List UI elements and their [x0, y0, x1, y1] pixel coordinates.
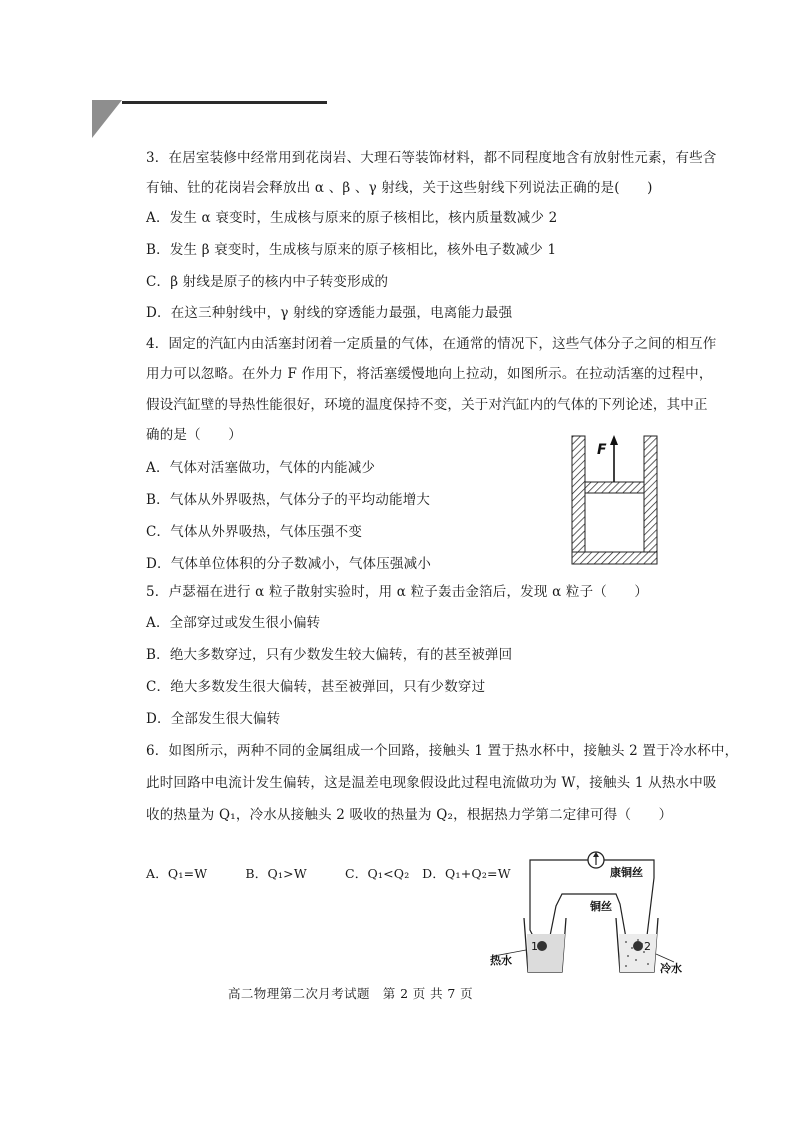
- hot-water-label: 热水: [490, 954, 512, 967]
- q3-stem-line1: 3．在居室装修中经常用到花岗岩、大理石等装饰材料，都不同程度地含有放射性元素，有些含: [146, 150, 717, 166]
- q4-option-c: C．气体从外界吸热，气体压强不变: [146, 524, 363, 540]
- cylinder-bottom: [572, 552, 657, 564]
- cold-water-label: 冷水: [660, 962, 682, 975]
- q3-stem-line2: 有铀、钍的花岗岩会释放出 α 、β 、γ 射线，关于这些射线下列说法正确的是( ): [146, 180, 653, 196]
- q6-stem-line2: 此时回路中电流计发生偏转，这是温差电现象假设此过程电流做功为 W，接触头 1 从热水中吸: [146, 775, 717, 791]
- scan-corner-shadow: [92, 100, 122, 138]
- q4-stem-line1: 4．固定的汽缸内由活塞封闭着一定质量的气体，在通常的情况下，这些气体分子之间的相互作: [146, 336, 717, 352]
- piston: [585, 482, 644, 493]
- q5-option-b: B．绝大多数穿过，只有少数发生较大偏转，有的甚至被弹回: [146, 647, 513, 663]
- q6-stem-line3: 收的热量为 Q₁，冷水从接触头 2 吸收的热量为 Q₂，根据热力学第二定律可得（ ）: [146, 807, 673, 823]
- cylinder-right-wall: [644, 436, 657, 564]
- junction-1: [537, 941, 547, 951]
- constantan-wire-left: [530, 860, 590, 946]
- copper-wire-label: 铜丝: [590, 900, 612, 913]
- q4-cylinder-figure: [570, 432, 660, 568]
- q4-stem-line2: 用力可以忽略。在外力 F 作用下，将活塞缓慢地向上拉动，如图所示。在拉动活塞的过程中，: [146, 366, 713, 382]
- q5-option-a: A．全部穿过或发生很小偏转: [146, 615, 321, 631]
- q4-option-b: B．气体从外界吸热，气体分子的平均动能增大: [146, 492, 431, 508]
- junction-2-label: 2: [644, 940, 651, 953]
- q6-thermocouple-figure: [486, 848, 696, 980]
- force-arrowhead: [610, 435, 618, 445]
- q4-option-d: D．气体单位体积的分子数减小，气体压强减小: [146, 556, 432, 572]
- q5-stem-line1: 5．卢瑟福在进行 α 粒子散射实验时，用 α 粒子轰击金箔后，发现 α 粒子（ ）: [146, 584, 649, 600]
- q4-stem-line4: 确的是（ ）: [146, 427, 242, 443]
- junction-1-label: 1: [531, 940, 538, 953]
- cylinder-left-wall: [572, 436, 585, 564]
- q4-option-a: A．气体对活塞做功，气体的内能减少: [146, 460, 376, 476]
- q3-option-d: D．在这三种射线中，γ 射线的穿透能力最强，电离能力最强: [146, 305, 513, 321]
- q3-option-c: C．β 射线是原子的核内中子转变形成的: [146, 274, 389, 290]
- constantan-wire-label: 康铜丝: [610, 866, 643, 879]
- q4-stem-line3: 假设汽缸壁的导热性能很好，环境的温度保持不变，关于对汽缸内的气体的下列论述，其中正: [146, 397, 708, 413]
- force-label: F: [597, 442, 607, 458]
- scan-edge-line: [122, 101, 327, 104]
- q3-option-b: B．发生 β 衰变时，生成核与原来的原子核相比，核外电子数减少 1: [146, 242, 557, 258]
- q6-options: A．Q₁=W B．Q₁>W C．Q₁<Q₂ D．Q₁+Q₂=W: [146, 866, 511, 881]
- q6-stem-line1: 6．如图所示，两种不同的金属组成一个回路，接触头 1 置于热水杯中，接触头 2 置于冷水杯中，: [146, 743, 739, 759]
- q5-option-c: C．绝大多数发生很大偏转，甚至被弹回，只有少数穿过: [146, 679, 486, 695]
- q5-option-d: D．全部发生很大偏转: [146, 711, 281, 727]
- q3-option-a: A．发生 α 衰变时，生成核与原来的原子核相比，核内质量数减少 2: [146, 210, 558, 226]
- junction-2: [633, 941, 643, 951]
- page-footer: 高二物理第二次月考试题 第 2 页 共 7 页: [228, 986, 473, 1001]
